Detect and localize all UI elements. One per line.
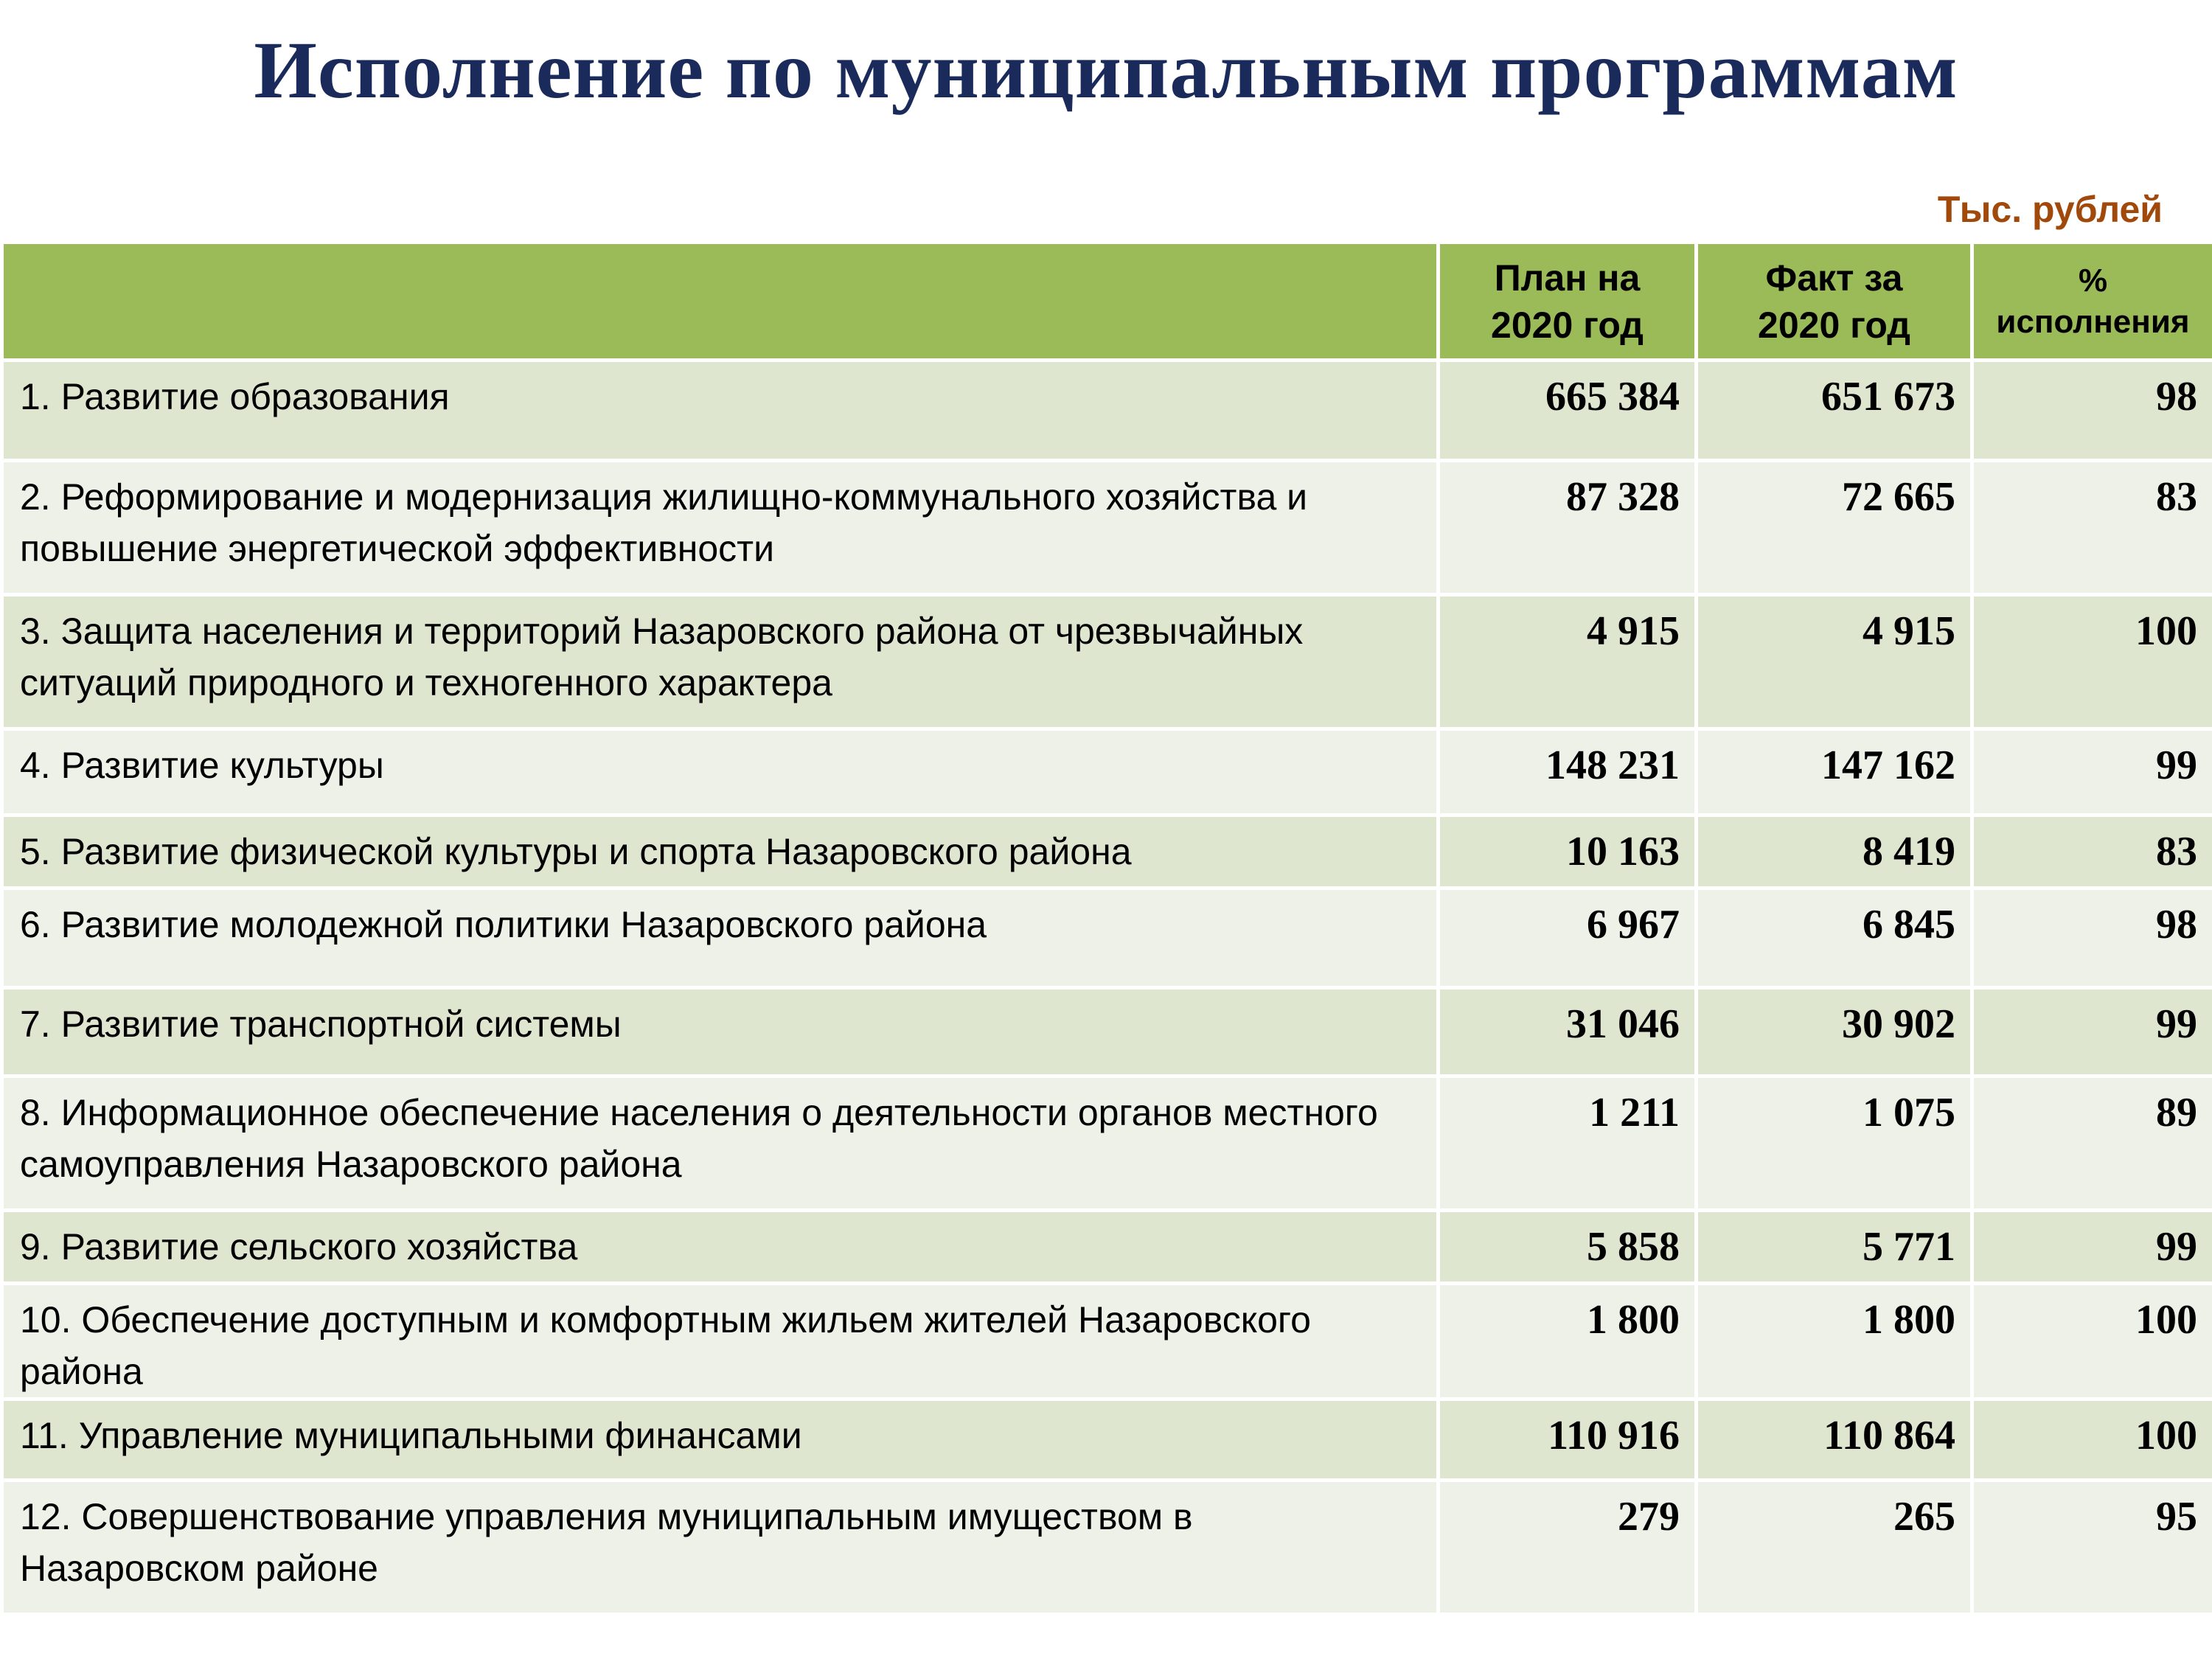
- plan-value: 665 384: [1439, 361, 1697, 461]
- table-row: [2, 1399, 2212, 1481]
- table-row: [2, 1077, 2212, 1211]
- table-row: [2, 888, 2212, 988]
- header-plan: [1439, 243, 1697, 361]
- header-plan-line1: План на: [1494, 257, 1641, 299]
- plan-value: 5 858: [1439, 1211, 1697, 1284]
- fact-value: 651 673: [1697, 361, 1972, 461]
- fact-value: 72 665: [1697, 461, 1972, 595]
- percent-value: 89: [1972, 1077, 2212, 1211]
- fact-value: 4 915: [1697, 595, 1972, 729]
- plan-value: 148 231: [1439, 729, 1697, 815]
- table-row: [2, 729, 2212, 815]
- program-name: 9. Развитие сельского хозяйства: [2, 1211, 1439, 1284]
- table-row: [2, 1481, 2212, 1615]
- fact-value: 5 771: [1697, 1211, 1972, 1284]
- program-name: 8. Информационное обеспечение населения о деятельности органов местного самоуправления Назаровского района: [2, 1077, 1439, 1211]
- header-percent-line1: %: [2078, 262, 2108, 299]
- program-name: 6. Развитие молодежной политики Назаровского района: [2, 888, 1439, 988]
- percent-value: 83: [1972, 461, 2212, 595]
- plan-value: 10 163: [1439, 815, 1697, 888]
- fact-value: 30 902: [1697, 988, 1972, 1077]
- table-row: [2, 361, 2212, 461]
- table-row: [2, 461, 2212, 595]
- percent-value: 99: [1972, 988, 2212, 1077]
- plan-value: 110 916: [1439, 1399, 1697, 1481]
- table-row: [2, 1211, 2212, 1284]
- header-fact: [1697, 243, 1972, 361]
- fact-value: 265: [1697, 1481, 1972, 1615]
- program-name: 12. Совершенствование управления муниципальным имуществом в Назаровском районе: [2, 1481, 1439, 1615]
- percent-value: 100: [1972, 1399, 2212, 1481]
- plan-value: 279: [1439, 1481, 1697, 1615]
- percent-value: 100: [1972, 595, 2212, 729]
- header-percent-line2: исполнения: [1996, 303, 2190, 340]
- program-name: 10. Обеспечение доступным и комфортным жильем жителей Назаровского района: [2, 1284, 1439, 1399]
- fact-value: 6 845: [1697, 888, 1972, 988]
- percent-value: 100: [1972, 1284, 2212, 1399]
- header-fact-line1: Факт за: [1765, 257, 1903, 299]
- percent-value: 83: [1972, 815, 2212, 888]
- plan-value: 6 967: [1439, 888, 1697, 988]
- plan-value: 31 046: [1439, 988, 1697, 1077]
- program-name: 11. Управление муниципальными финансами: [2, 1399, 1439, 1481]
- program-name: 5. Развитие физической культуры и спорта Назаровского района: [2, 815, 1439, 888]
- fact-value: 110 864: [1697, 1399, 1972, 1481]
- fact-value: 1 800: [1697, 1284, 1972, 1399]
- fact-value: 1 075: [1697, 1077, 1972, 1211]
- program-name: 7. Развитие транспортной системы: [2, 988, 1439, 1077]
- program-name: 3. Защита населения и территорий Назаровского района от чрезвычайных ситуаций природного и техногенного характера: [2, 595, 1439, 729]
- header-plan-line2: 2020 год: [1491, 304, 1644, 346]
- page-title: Исполнение по муниципальным программам: [254, 25, 1958, 115]
- program-name: 4. Развитие культуры: [2, 729, 1439, 815]
- table-row: [2, 1284, 2212, 1399]
- program-name: 1. Развитие образования: [2, 361, 1439, 461]
- programs-table: [0, 240, 2212, 1616]
- program-name: 2. Реформирование и модернизация жилищно-коммунального хозяйства и повышение энергетической эффективности: [2, 461, 1439, 595]
- percent-value: 99: [1972, 1211, 2212, 1284]
- percent-value: 95: [1972, 1481, 2212, 1615]
- percent-value: 98: [1972, 888, 2212, 988]
- table-row: [2, 988, 2212, 1077]
- plan-value: 1 800: [1439, 1284, 1697, 1399]
- table-header-row: [2, 243, 2212, 361]
- header-name: [2, 243, 1439, 361]
- header-fact-line2: 2020 год: [1758, 304, 1910, 346]
- percent-value: 98: [1972, 361, 2212, 461]
- plan-value: 1 211: [1439, 1077, 1697, 1211]
- fact-value: 8 419: [1697, 815, 1972, 888]
- fact-value: 147 162: [1697, 729, 1972, 815]
- plan-value: 87 328: [1439, 461, 1697, 595]
- header-percent: [1972, 243, 2212, 361]
- table-row: [2, 815, 2212, 888]
- units-label: Тыс. рублей: [1937, 189, 2163, 230]
- table-row: [2, 595, 2212, 729]
- percent-value: 99: [1972, 729, 2212, 815]
- plan-value: 4 915: [1439, 595, 1697, 729]
